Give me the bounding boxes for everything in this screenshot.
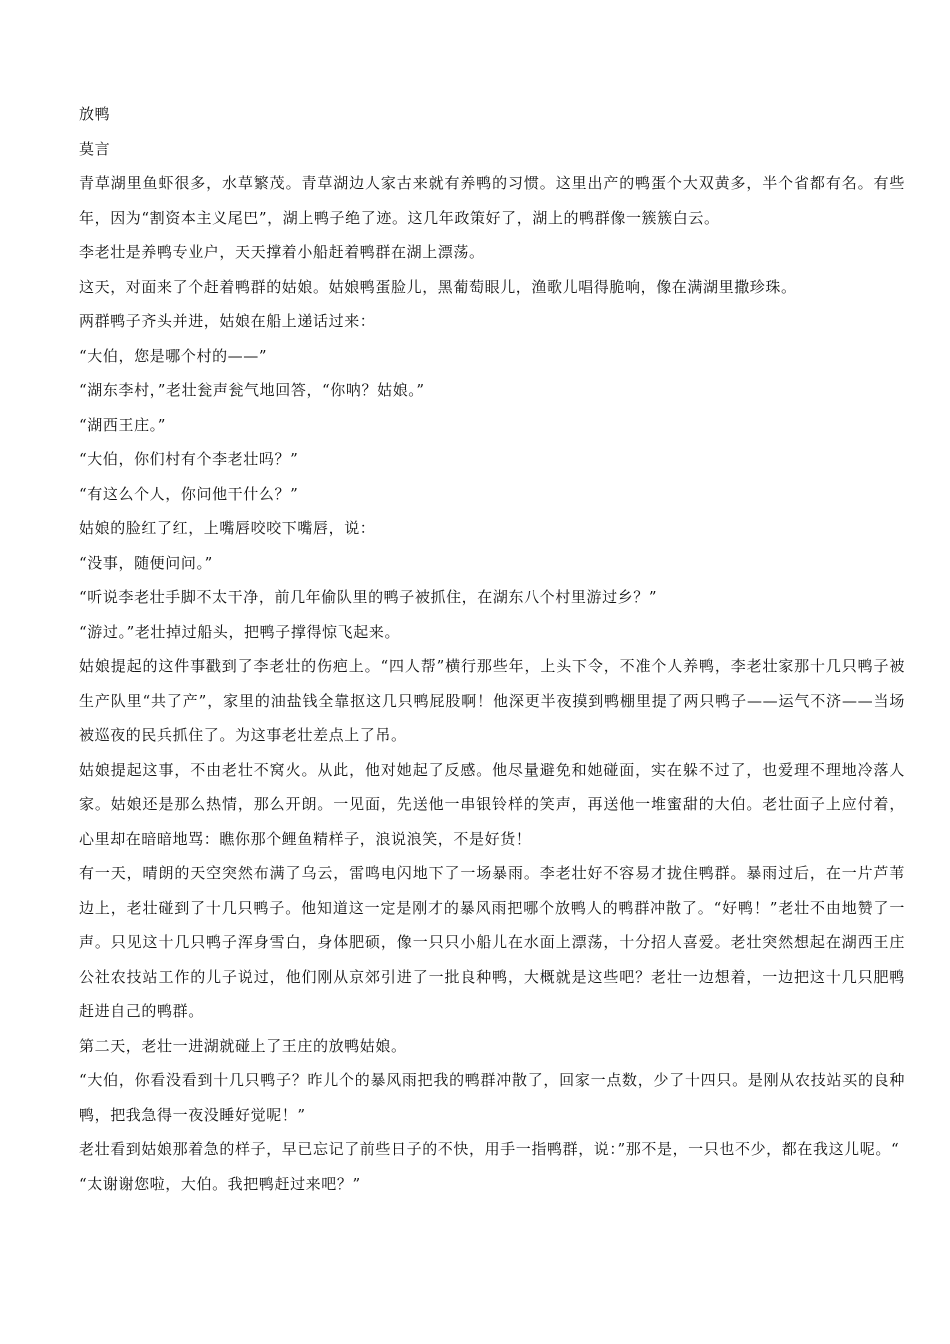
paragraph: “大伯，你们村有个李老壮吗？” [79, 450, 299, 468]
paragraph: 青草湖里鱼虾很多，水草繁茂。青草湖边人家古来就有养鸭的习惯。这里出产的鸭蛋个大双黄多，半个省都有名。有些年，因为“割资本主义尾巴”，湖上鸭子绝了迹。这几年政策好了，湖上的鸭群像一簇簇白云。 [79, 174, 905, 227]
paragraph: “湖西王庄。” [79, 415, 167, 434]
article-title: 放鸭 [79, 105, 111, 123]
paragraph: 姑娘提起这事，不由老壮不窝火。从此，他对她起了反感。他尽量避免和她碰面，实在躲不过了，也爱理不理地冷落人家。姑娘还是那么热情，那么开朗。一见面，先送他一串银铃样的笑声，再送他一堆蜜甜的大伯。老壮面子上应付着，心里却在暗暗地骂：瞧你那个鲤鱼精样子，浪说浪笑，不是好货！ [79, 760, 905, 848]
paragraph: 姑娘的脸红了红，上嘴唇咬咬下嘴唇，说： [79, 519, 376, 537]
paragraph: “大伯，你看没看到十几只鸭子？昨儿个的暴风雨把我的鸭群冲散了，回家一点数，少了十四只。是刚从农技站买的良种鸭，把我急得一夜没睡好觉呢！” [79, 1071, 905, 1124]
paragraph: 有一天，晴朗的天空突然布满了乌云，雷鸣电闪地下了一场暴雨。李老壮好不容易才拢住鸭群。暴雨过后，在一片芦苇边上，老壮碰到了十几只鸭子。他知道这一定是刚才的暴风雨把哪个放鸭人的鸭群冲散了。“好鸭！”老壮不由地赞了一声。只见这十几只鸭子浑身雪白，身体肥硕，像一只只小船儿在水面上漂荡，十分招人喜爱。老壮突然想起在湖西王庄公社农技站工作的儿子说过，他们刚从京郊引进了一批良种鸭，大概就是这些吧？老壮一边想着，一边把这十几只肥鸭赶进自己的鸭群。 [79, 864, 905, 1020]
paragraph: “湖东李村，”老壮瓮声瓮气地回答，“你呐？姑娘。” [79, 381, 425, 399]
paragraph: “游过。”老壮掉过船头，把鸭子撑得惊飞起来。 [79, 622, 401, 641]
paragraph: “大伯，您是哪个村的——” [79, 346, 268, 365]
article-body [79, 97, 905, 1201]
paragraph: 姑娘提起的这件事戳到了李老壮的伤疤上。“四人帮”横行那些年，上头下令，不准个人养鸭，李老壮家那十几只鸭子被生产队里“共了产”，家里的油盐钱全靠抠这几只鸭屁股啊！他深更半夜摸到鸭棚里提了两只鸭子——运气不济——当场被巡夜的民兵抓住了。为这事老壮差点上了吊。 [79, 657, 905, 744]
paragraph: “有这么个人，你问他干什么？” [79, 484, 299, 503]
paragraph: “听说李老壮手脚不太干净，前几年偷队里的鸭子被抓住，在湖东八个村里游过乡？” [79, 588, 658, 606]
paragraph: 这天，对面来了个赶着鸭群的姑娘。姑娘鸭蛋脸儿，黑葡萄眼儿，渔歌儿唱得脆响，像在满湖里撒珍珠。 [79, 277, 797, 296]
paragraph: 两群鸭子齐头并进，姑娘在船上递话过来： [79, 312, 376, 330]
paragraph: 李老壮是养鸭专业户，天天撑着小船赶着鸭群在湖上漂荡。 [79, 243, 485, 261]
paragraph: “太谢谢您啦，大伯。我把鸭赶过来吧？” [79, 1174, 361, 1193]
article-author: 莫言 [79, 139, 111, 158]
paragraph: “没事，随便问问。” [79, 553, 213, 572]
paragraph: 老壮看到姑娘那着急的样子，早已忘记了前些日子的不快，用手一指鸭群，说：”那不是，一只也不少，都在我这儿呢。“ [79, 1140, 900, 1158]
paragraph: 第二天，老壮一进湖就碰上了王庄的放鸭姑娘。 [79, 1036, 407, 1055]
